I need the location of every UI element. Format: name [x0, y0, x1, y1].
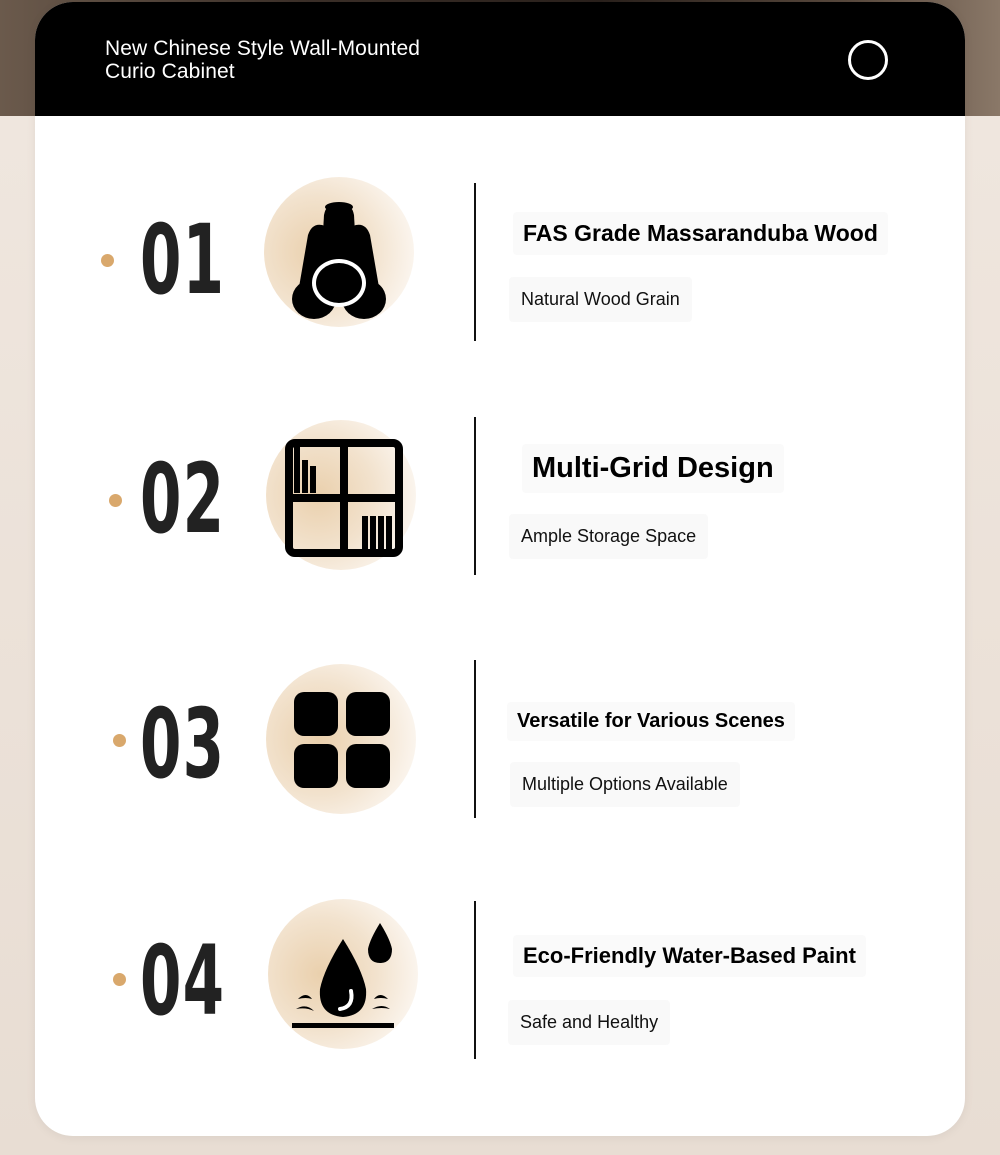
bullet-dot [109, 494, 122, 507]
feature-number: 01 [140, 204, 226, 316]
circle-icon[interactable] [848, 40, 888, 80]
feature-row-4 [35, 897, 965, 1057]
divider-line [474, 901, 476, 1059]
feature-title: Eco-Friendly Water-Based Paint [513, 935, 866, 977]
divider-line [474, 417, 476, 575]
feature-title: Multi-Grid Design [522, 444, 784, 493]
bullet-dot [113, 973, 126, 986]
header-bar [35, 2, 965, 116]
feature-subtitle: Ample Storage Space [509, 514, 708, 559]
feature-number: 03 [140, 688, 226, 800]
bullet-dot [113, 734, 126, 747]
wood-logs-icon [264, 177, 414, 327]
divider-line [474, 183, 476, 341]
page-title: New Chinese Style Wall-Mounted Curio Cabinet [105, 37, 421, 83]
divider-line [474, 660, 476, 818]
feature-subtitle: Multiple Options Available [510, 762, 740, 807]
bullet-dot [101, 254, 114, 267]
feature-subtitle: Safe and Healthy [508, 1000, 670, 1045]
feature-row-3 [35, 660, 965, 820]
feature-subtitle: Natural Wood Grain [509, 277, 692, 322]
feature-number: 02 [140, 443, 226, 555]
four-squares-icon [266, 664, 416, 814]
grid-shelf-icon [266, 420, 416, 570]
feature-row-1 [35, 180, 965, 340]
feature-title: FAS Grade Massaranduba Wood [513, 212, 888, 255]
feature-number: 04 [140, 925, 226, 1037]
feature-card [35, 2, 965, 1136]
feature-title: Versatile for Various Scenes [507, 702, 795, 741]
feature-row-2 [35, 414, 965, 574]
water-drops-icon [268, 899, 418, 1049]
